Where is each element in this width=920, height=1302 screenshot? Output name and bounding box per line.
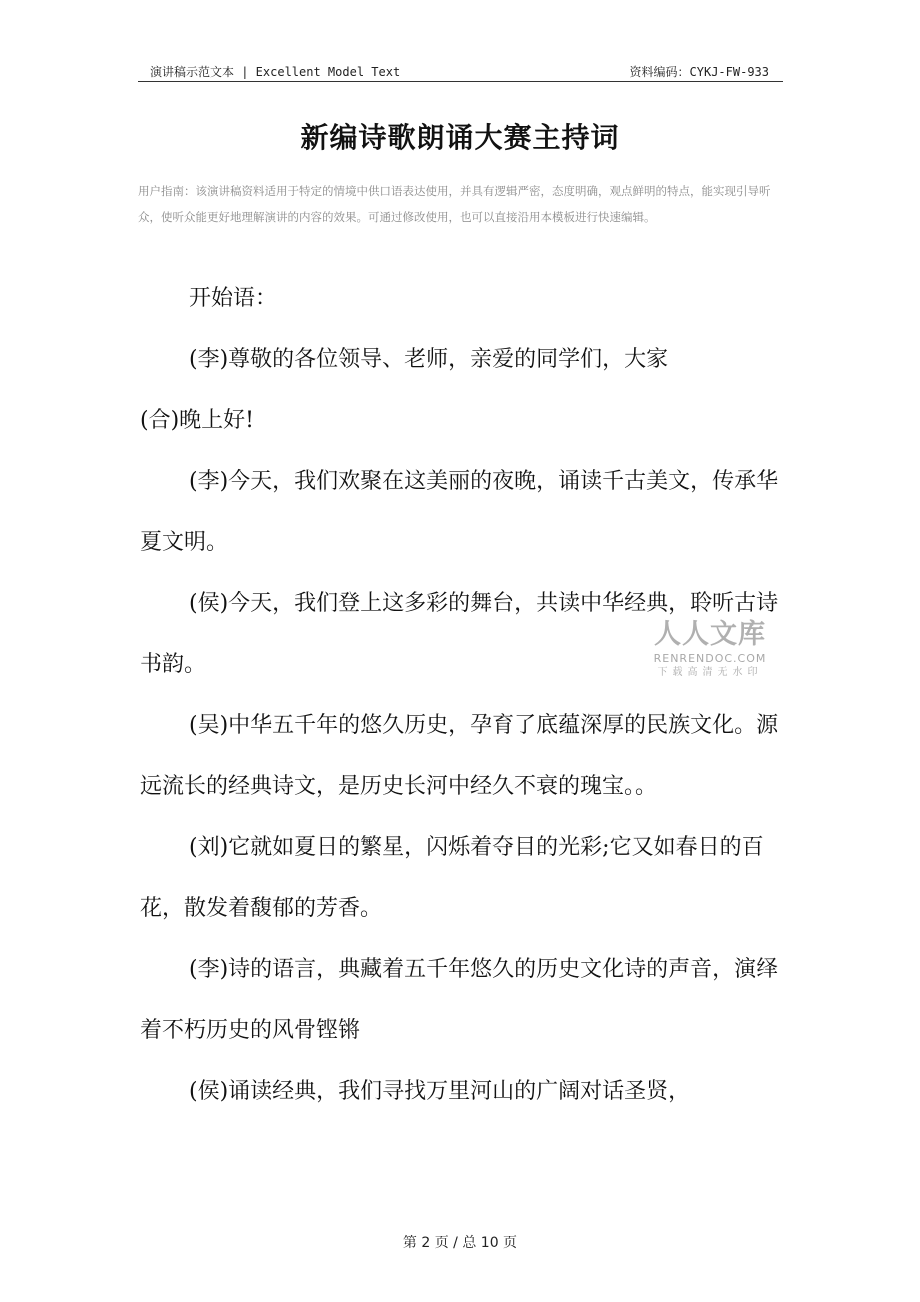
paragraph: (李)尊敬的各位领导、老师，亲爱的同学们，大家 xyxy=(189,347,669,372)
page-number: 第 2 页 / 总 10 页 xyxy=(402,1235,518,1251)
header-left-text: 演讲稿示范文本 | Excellent Model Text xyxy=(150,65,401,79)
paragraph: (李)诗的语言，典藏着五千年悠久的历史文化诗的声音，演绎着不朽历史的风骨铿锵 xyxy=(140,957,779,1043)
watermark-slogan: 下载高清无水印 xyxy=(657,667,763,678)
paragraph: (刘)它就如夏日的繁星，闪烁着夺目的光彩;它又如春日的百花，散发着馥郁的芳香。 xyxy=(140,835,764,921)
document-code: 资料编码：CYKJ-FW-933 xyxy=(629,65,769,79)
document-body xyxy=(140,268,780,1122)
watermark-site: RENRENDOC.COM xyxy=(653,652,767,665)
paragraph: (侯)诵读经典，我们寻找万里河山的广阔对话圣贤， xyxy=(189,1079,691,1104)
user-guide-text: 用户指南：该演讲稿资料适用于特定的情境中供口语表达使用，并具有逻辑严密，态度明确，观点鲜明的特点，能实现引导听众，使听众能更好地理解演讲的内容的效果。可通过修改使用，也可以直接沿用本模板进行快速编辑。 xyxy=(138,184,771,224)
page-header xyxy=(138,60,783,82)
paragraph: (吴)中华五千年的悠久历史，孕育了底蕴深厚的民族文化。源远流长的经典诗文，是历史长河中经久不衰的瑰宝。。 xyxy=(140,713,779,799)
watermark-logo xyxy=(648,618,772,680)
paragraph: (李)今天，我们欢聚在这美丽的夜晚，诵读千古美文，传承华夏文明。 xyxy=(140,469,779,555)
document-title: 新编诗歌朗诵大赛主持词 xyxy=(300,121,620,154)
paragraph: (合)晚上好! xyxy=(140,408,255,433)
paragraph: (侯)今天，我们登上这多彩的舞台，共读中华经典，聆听古诗书韵。 xyxy=(140,591,779,677)
watermark-name: 人人文库 xyxy=(654,619,766,650)
paragraph-opening: 开始语： xyxy=(189,286,278,311)
